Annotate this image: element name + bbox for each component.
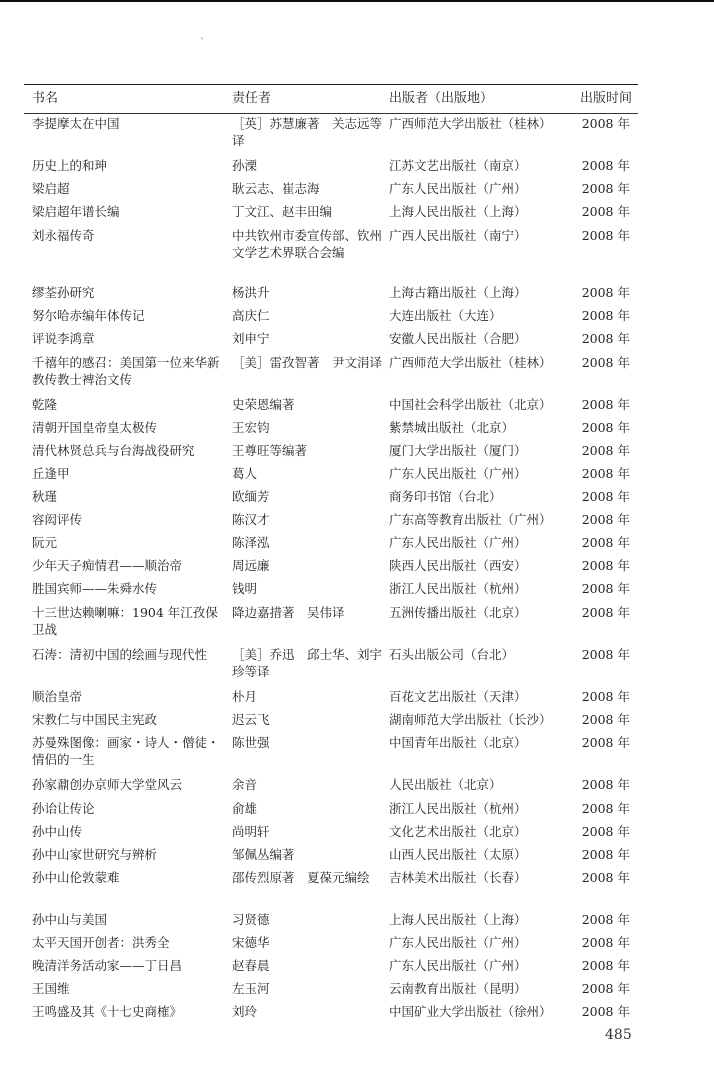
cell-author: 习贤德: [232, 912, 270, 927]
table-row: [24, 800, 638, 817]
cell-title: 李提摩太在中国: [32, 116, 120, 131]
cell-title: 刘永福传奇: [32, 228, 95, 243]
cell-publisher: 文化艺术出版社（北京）: [389, 824, 527, 839]
cell-title: 阮元: [32, 535, 58, 550]
table-row: [24, 465, 638, 482]
cell-title: 缪荃孙研究: [32, 285, 95, 300]
cell-year: 2008 年: [581, 512, 630, 527]
book-table: [24, 84, 638, 1019]
cell-year: 2008 年: [581, 489, 630, 504]
cell-year: 2008 年: [581, 801, 630, 816]
cell-title: 苏曼殊图像：画家・诗人・僧徒・情侣的一生: [32, 735, 220, 767]
cell-title: 千禧年的感召：美国第一位来华新教传教士裨治文传: [32, 355, 220, 387]
cell-title: 孙中山伦敦蒙难: [32, 870, 120, 885]
cell-title: 梁启超: [32, 181, 70, 196]
cell-title: 宋教仁与中国民主宪政: [32, 712, 158, 727]
cell-publisher: 商务印书馆（台北）: [389, 489, 502, 504]
cell-author: 史荣恩编著: [232, 397, 295, 412]
cell-year: 2008 年: [581, 647, 630, 662]
cell-year: 2008 年: [581, 847, 630, 862]
table-row: [24, 488, 638, 505]
cell-author: ［美］雷孜智著 尹文涓译: [232, 355, 383, 370]
cell-author: 孙溧: [232, 158, 258, 173]
cell-title: 少年天子痴情君——顺治帝: [32, 558, 183, 573]
cell-year: 2008 年: [581, 712, 630, 727]
table-row: [24, 115, 638, 149]
cell-publisher: 广西师范大学出版社（桂林）: [389, 355, 552, 370]
cell-author: 陈泽泓: [232, 535, 270, 550]
cell-year: 2008 年: [581, 535, 630, 550]
cell-year: 2008 年: [581, 308, 630, 323]
cell-publisher: 山西人民出版社（太原）: [389, 847, 527, 862]
table-row: [24, 580, 638, 597]
table-row: [24, 776, 638, 793]
cell-publisher: 江苏文艺出版社（南京）: [389, 158, 527, 173]
cell-author: 高庆仁: [232, 308, 270, 323]
cell-title: 王国维: [32, 981, 70, 996]
cell-author: 俞雄: [232, 801, 258, 816]
cell-publisher: 五洲传播出版社（北京）: [389, 605, 527, 620]
table-row: [24, 307, 638, 324]
table-row: [24, 688, 638, 705]
cell-author: ［美］乔迅 邱士华、刘宇珍等译: [232, 647, 383, 679]
table-header-row: [24, 84, 638, 113]
cell-author: 王尊旺等编著: [232, 443, 308, 458]
cell-title: 晚清洋务活动家——丁日昌: [32, 958, 183, 973]
cell-author: 陈汉才: [232, 512, 270, 527]
cell-author: 欧缅芳: [232, 489, 270, 504]
table-row: [24, 534, 638, 551]
header-publisher: 出版者（出版地）: [389, 91, 494, 106]
cell-publisher: 上海古籍出版社（上海）: [389, 285, 527, 300]
header-title: 书名: [32, 91, 59, 106]
cell-year: 2008 年: [581, 605, 630, 620]
cell-title: 十三世达赖喇嘛：1904 年江孜保卫战: [32, 605, 218, 637]
cell-publisher: 中国青年出版社（北京）: [389, 735, 527, 750]
cell-author: 中共钦州市委宣传部、钦州文学艺术界联合会编: [232, 228, 383, 260]
cell-publisher: 上海人民出版社（上海）: [389, 204, 527, 219]
cell-title: 乾隆: [32, 397, 58, 412]
cell-publisher: 中国矿业大学出版社（徐州）: [389, 1004, 552, 1019]
cell-author: 左玉河: [232, 981, 270, 996]
table-row: [24, 511, 638, 528]
cell-publisher: 上海人民出版社（上海）: [389, 912, 527, 927]
cell-title: 梁启超年谱长编: [32, 204, 120, 219]
cell-year: 2008 年: [581, 443, 630, 458]
cell-year: 2008 年: [581, 397, 630, 412]
cell-year: 2008 年: [581, 228, 630, 243]
cell-year: 2008 年: [581, 777, 630, 792]
cell-publisher: 浙江人民出版社（杭州）: [389, 581, 527, 596]
table-row: [24, 911, 638, 928]
cell-author: 朴月: [232, 689, 258, 704]
cell-year: 2008 年: [581, 285, 630, 300]
cell-author: 迟云飞: [232, 712, 270, 727]
cell-author: 丁文江、赵丰田编: [232, 204, 333, 219]
cell-title: 太平天国开创者：洪秀全: [32, 935, 170, 950]
cell-author: 刘申宁: [232, 331, 270, 346]
table-row: [24, 227, 638, 261]
cell-title: 努尔哈赤编年体传记: [32, 308, 145, 323]
cell-title: 丘逢甲: [32, 466, 70, 481]
cell-title: 秋瑾: [32, 489, 58, 504]
cell-author: 周远廉: [232, 558, 270, 573]
cell-publisher: 浙江人民出版社（杭州）: [389, 801, 527, 816]
cell-author: 葛人: [232, 466, 258, 481]
table-row: [24, 604, 638, 638]
cell-year: 2008 年: [581, 420, 630, 435]
cell-author: ［英］苏慧廉著 关志远等译: [232, 116, 383, 148]
table-row: [24, 180, 638, 197]
cell-year: 2008 年: [581, 581, 630, 596]
cell-author: 陈世强: [232, 735, 270, 750]
table-row: [24, 711, 638, 728]
cell-year: 2008 年: [581, 1004, 630, 1019]
cell-publisher: 广东高等教育出版社（广州）: [389, 512, 552, 527]
cell-title: 胜国宾师——朱舜水传: [32, 581, 158, 596]
table-row: [24, 934, 638, 951]
table-row: [24, 419, 638, 436]
page-number: 485: [605, 1027, 632, 1043]
cell-author: 赵春晨: [232, 958, 270, 973]
table-row: [24, 157, 638, 174]
table-row: [24, 1003, 638, 1020]
cell-publisher: 广东人民出版社（广州）: [389, 181, 527, 196]
cell-title: 孙诒让传论: [32, 801, 95, 816]
cell-title: 评说李鸿章: [32, 331, 95, 346]
cell-author: 王宏钧: [232, 420, 270, 435]
cell-year: 2008 年: [581, 735, 630, 750]
cell-publisher: 安徽人民出版社（合肥）: [389, 331, 527, 346]
table-row: [24, 557, 638, 574]
cell-publisher: 广东人民出版社（广州）: [389, 935, 527, 950]
table-row: [24, 734, 638, 768]
cell-publisher: 石头出版公司（台北）: [389, 647, 515, 662]
cell-author: 宋德华: [232, 935, 270, 950]
header-date: 出版时间: [579, 91, 632, 106]
cell-year: 2008 年: [581, 116, 630, 131]
table-row: [24, 980, 638, 997]
cell-year: 2008 年: [581, 558, 630, 573]
cell-year: 2008 年: [581, 958, 630, 973]
cell-publisher: 广东人民出版社（广州）: [389, 466, 527, 481]
cell-author: 余音: [232, 777, 258, 792]
table-row: [24, 957, 638, 974]
cell-author: 刘玲: [232, 1004, 258, 1019]
cell-publisher: 中国社会科学出版社（北京）: [389, 397, 552, 412]
table-row: [24, 846, 638, 863]
cell-year: 2008 年: [581, 981, 630, 996]
cell-title: 孙中山与美国: [32, 912, 108, 927]
cell-publisher: 广东人民出版社（广州）: [389, 535, 527, 550]
cell-year: 2008 年: [581, 355, 630, 370]
cell-year: 2008 年: [581, 824, 630, 839]
table-row: [24, 203, 638, 220]
cell-publisher: 广西人民出版社（南宁）: [389, 228, 527, 243]
cell-year: 2008 年: [581, 181, 630, 196]
cell-publisher: 大连出版社（大连）: [389, 308, 502, 323]
cell-year: 2008 年: [581, 158, 630, 173]
header-author: 责任者: [232, 91, 272, 106]
cell-title: 清朝开国皇帝皇太极传: [32, 420, 158, 435]
cell-title: 容闳评传: [32, 512, 83, 527]
table-row: [24, 646, 638, 680]
table-row: [24, 396, 638, 413]
cell-publisher: 紫禁城出版社（北京）: [389, 420, 515, 435]
table-row: [24, 284, 638, 301]
table-row: [24, 869, 638, 886]
cell-author: 钱明: [232, 581, 258, 596]
cell-title: 清代林贤总兵与台海战役研究: [32, 443, 195, 458]
cell-title: 孙中山家世研究与辨析: [32, 847, 158, 862]
cell-year: 2008 年: [581, 204, 630, 219]
cell-author: 耿云志、崔志海: [232, 181, 320, 196]
cell-year: 2008 年: [581, 912, 630, 927]
cell-title: 石涛：清初中国的绘画与现代性: [32, 647, 208, 662]
cell-title: 历史上的和珅: [32, 158, 108, 173]
cell-publisher: 人民出版社（北京）: [389, 777, 502, 792]
table-row: [24, 823, 638, 840]
cell-author: 邵传烈原著 夏葆元编绘: [232, 870, 370, 885]
cell-publisher: 厦门大学出版社（厦门）: [389, 443, 527, 458]
cell-author: 尚明轩: [232, 824, 270, 839]
page-top-border: [0, 0, 714, 2]
cell-author: 降边嘉措著 吴伟译: [232, 605, 345, 620]
cell-publisher: 陕西人民出版社（西安）: [389, 558, 527, 573]
cell-title: 孙中山传: [32, 824, 83, 839]
cell-year: 2008 年: [581, 870, 630, 885]
scan-speck: ˋ: [200, 38, 205, 49]
cell-publisher: 湖南师范大学出版社（长沙）: [389, 712, 552, 727]
cell-publisher: 云南教育出版社（昆明）: [389, 981, 527, 996]
cell-year: 2008 年: [581, 935, 630, 950]
table-row: [24, 330, 638, 347]
cell-publisher: 吉林美术出版社（长春）: [389, 870, 527, 885]
table-row: [24, 442, 638, 459]
cell-title: 顺治皇帝: [32, 689, 83, 704]
cell-title: 孙家鼐创办京师大学堂风云: [32, 777, 183, 792]
cell-year: 2008 年: [581, 331, 630, 346]
cell-author: 杨洪升: [232, 285, 270, 300]
cell-year: 2008 年: [581, 466, 630, 481]
cell-publisher: 广西师范大学出版社（桂林）: [389, 116, 552, 131]
cell-publisher: 广东人民出版社（广州）: [389, 958, 527, 973]
table-header-rule: [24, 113, 638, 114]
cell-author: 邹佩丛编著: [232, 847, 295, 862]
cell-publisher: 百花文艺出版社（天津）: [389, 689, 527, 704]
table-row: [24, 354, 638, 388]
cell-year: 2008 年: [581, 689, 630, 704]
cell-title: 王鸣盛及其《十七史商榷》: [32, 1004, 183, 1019]
